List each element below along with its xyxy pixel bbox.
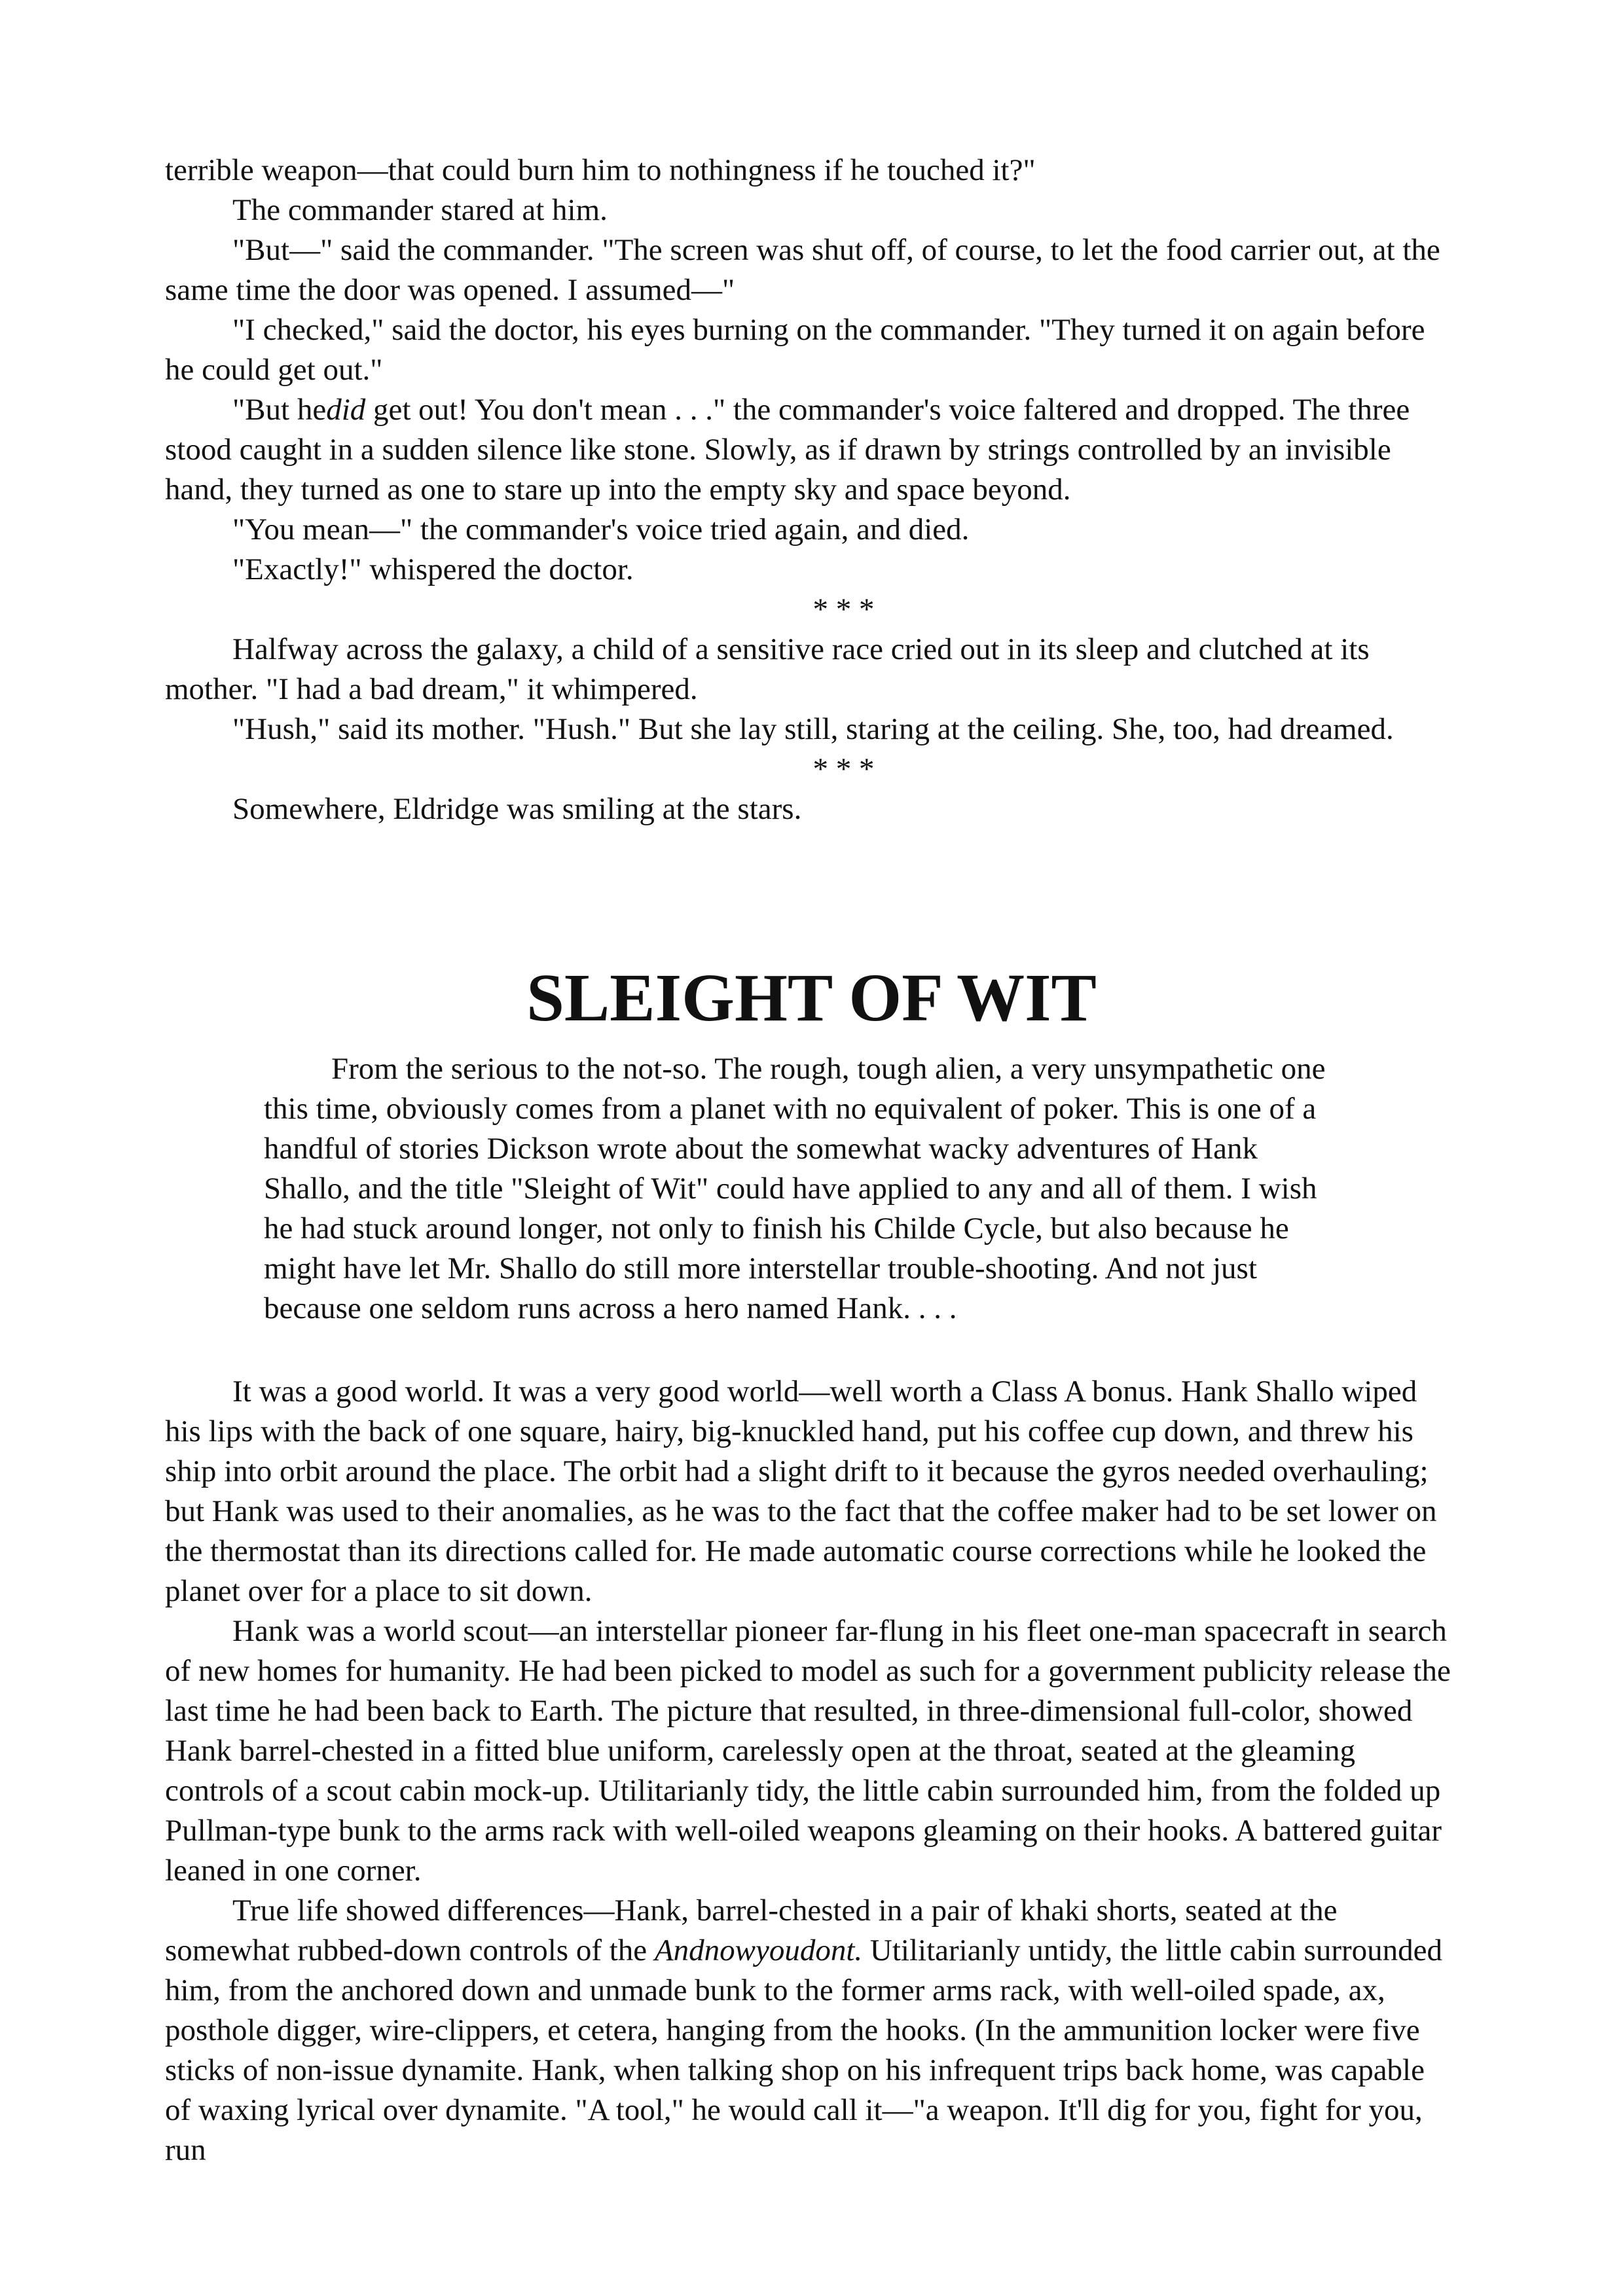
paragraph: "Exactly!" whispered the doctor. xyxy=(232,552,634,586)
paragraph: Halfway across the galaxy, a child of a sensitive race cried out in its sleep and clutched at its mother. "I had a bad dream," it whimpered. xyxy=(165,632,1370,706)
paragraph: "You mean—" the commander's voice tried again, and died. xyxy=(232,512,970,547)
paragraph-text: True life showed differences—Hank, barrel-chested in a pair of khaki shorts, seated at the somewhat rubbed-down controls of the xyxy=(165,1893,1338,1967)
paragraph-text: get out! You don't mean . . ." the commander's voice faltered and dropped. The three stood caught in a sudden silence like stone. Slowly, as if drawn by strings controlled by an invisible hand, they turned as one to stare up into the empty sky and space beyond. xyxy=(165,393,1410,507)
paragraph: "I checked," said the doctor, his eyes burning on the commander. "They turned it on again before he could get out." xyxy=(165,313,1425,387)
paragraph xyxy=(165,1891,1455,2170)
ship-name: Andnowyoudont. xyxy=(654,1933,863,1967)
intro-paragraph: From the serious to the not-so. The rough, tough alien, a very unsympathetic one this time, obviously comes from a planet with no equivalent of poker. This is one of a handful of stories Dickson wrote about the somewhat wacky adventures of Hank Shallo, and the title "Sleight of Wit" could have applied to any and all of them. I wish he had stuck around longer, not only to finish his Childe Cycle, but also because he might have let Mr. Shallo do still more interstellar trouble-shooting. And not just because one seldom runs across a hero named Hank. . . . xyxy=(264,1052,1326,1325)
paragraph-text: Utilitarianly untidy, the little cabin surrounded him, from the anchored down and unmade bunk to the former arms rack, with well-oiled spade, ax, posthole digger, wire-clippers, et cetera, hanging from the hooks. (In the ammunition locker were five sticks of non-issue dynamite. Hank, when talking shop on his infrequent trips back home, was capable of waxing lyrical over dynamite. "A tool," he would call it—"a weapon. It'll dig for you, fight for you, run xyxy=(165,1933,1442,2167)
paragraph: Hank was a world scout—an interstellar pioneer far-flung in his fleet one-man spacecraft in search of new homes for humanity. He had been picked to model as such for a government publicity release the last time he had been back to Earth. The picture that resulted, in three-dimensional full-color, showed Hank barrel-chested in a fitted blue uniform, carelessly open at the throat, seated at the gleaming controls of a scout cabin mock-up. Utilitarianly tidy, the little cabin surrounded him, from the folded up Pullman-type bunk to the arms rack with well-oiled weapons gleaming on their hooks. A battered guitar leaned in one corner. xyxy=(165,1614,1451,1888)
previous-story-ending xyxy=(165,151,1455,829)
paragraph: It was a good world. It was a very good world—well worth a Class A bonus. Hank Shallo wiped his lips with the back of one square, hairy, big-knuckled hand, put his coffee cup down, and threw his ship into orbit around the place. The orbit had a slight drift to it because the gyros needed overhauling; but Hank was used to their anomalies, as he was to the fact that the coffee maker had to be set lower on the thermostat than its directions called for. He made automatic course corrections while he looked the planet over for a place to sit down. xyxy=(165,1374,1437,1608)
story-introduction xyxy=(264,1049,1344,1329)
section-separator: * * * xyxy=(812,752,875,786)
section-separator: * * * xyxy=(812,592,875,626)
paragraph: The commander stared at him. xyxy=(232,193,608,227)
paragraph: "But—" said the commander. "The screen was shut off, of course, to let the food carrier out, at the same time the door was opened. I assumed—" xyxy=(165,233,1440,307)
emphasis-text: did xyxy=(326,393,366,427)
closing-line: Somewhere, Eldridge was smiling at the stars. xyxy=(232,792,802,826)
paragraph xyxy=(165,390,1455,510)
paragraph: "Hush," said its mother. "Hush." But she lay still, staring at the ceiling. She, too, had dreamed. xyxy=(232,712,1394,746)
paragraph: terrible weapon—that could burn him to nothingness if he touched it?" xyxy=(165,153,1036,187)
paragraph-text: "But he xyxy=(232,393,327,427)
story-title: SLEIGHT OF WIT xyxy=(526,960,1097,1035)
story-body xyxy=(165,1372,1455,2170)
